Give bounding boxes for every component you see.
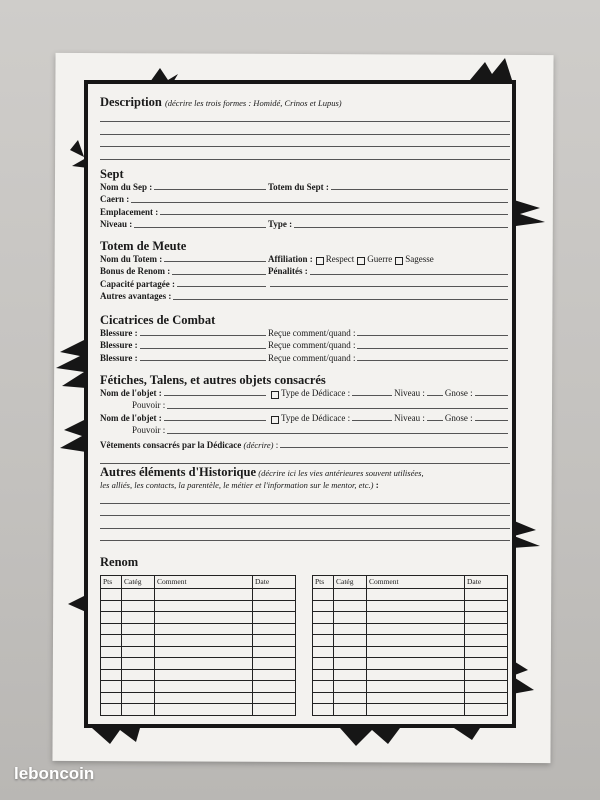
renom-cell[interactable] — [122, 658, 155, 670]
description-line[interactable] — [100, 122, 510, 135]
renom-cell[interactable] — [465, 692, 508, 704]
renom-column-header: Date — [465, 575, 508, 589]
nom-objet-field[interactable] — [164, 420, 266, 421]
renom-cell[interactable] — [465, 658, 508, 670]
renom-row — [101, 612, 296, 624]
caern-field[interactable] — [131, 202, 508, 203]
renom-row — [313, 692, 508, 704]
renom-column-header: Comment — [367, 575, 465, 589]
objet-niveau-label: Niveau : — [394, 387, 425, 398]
renom-cell[interactable] — [122, 600, 155, 612]
renom-row — [313, 635, 508, 647]
renom-row — [313, 612, 508, 624]
renom-cell[interactable] — [465, 669, 508, 681]
renom-row — [101, 704, 296, 716]
renom-cell[interactable] — [334, 658, 367, 670]
renom-cell[interactable] — [334, 589, 367, 601]
renom-row — [101, 589, 296, 601]
capacite-label: Capacité partagée : — [100, 278, 175, 289]
fetiches-heading: Fétiches, Talens, et autres objets consacrés — [100, 373, 326, 387]
autres-avantages-label: Autres avantages : — [100, 291, 172, 301]
pouvoir-label: Pouvoir : — [132, 400, 166, 410]
renom-row — [313, 704, 508, 716]
renom-cell[interactable] — [334, 681, 367, 693]
nom-objet-label: Nom de l'objet : — [100, 412, 162, 423]
renom-cell[interactable] — [253, 669, 296, 681]
description-hint: (décrire les trois formes : Homidé, Crinos et Lupus) — [164, 98, 342, 108]
description-heading — [100, 96, 510, 110]
gnose-field[interactable] — [475, 420, 508, 421]
renom-row — [101, 681, 296, 693]
blessure-row — [100, 352, 510, 365]
renom-column-header: Catég — [122, 575, 155, 589]
renom-cell[interactable] — [367, 612, 465, 624]
renom-cell[interactable] — [334, 612, 367, 624]
totem-du-sept-field[interactable] — [331, 189, 508, 190]
blessure-field[interactable] — [140, 348, 266, 349]
renom-row — [313, 646, 508, 658]
renom-cell[interactable] — [334, 635, 367, 647]
niveau-field[interactable] — [134, 227, 266, 228]
renom-row — [313, 623, 508, 635]
emplacement-label: Emplacement : — [100, 206, 159, 217]
blessure-row — [100, 327, 510, 340]
renom-cell[interactable] — [313, 669, 334, 681]
historique-hint-2: les alliés, les contacts, la parentèle, le métier et l'information sur le mentor, etc.) — [100, 480, 374, 490]
renom-row — [101, 623, 296, 635]
renom-cell[interactable] — [122, 692, 155, 704]
renom-cell[interactable] — [101, 658, 122, 670]
renom-cell[interactable] — [253, 600, 296, 612]
gnose-field[interactable] — [475, 395, 508, 396]
renom-cell[interactable] — [155, 658, 253, 670]
nom-du-sep-label: Nom du Sep : — [100, 181, 153, 192]
penalites-label: Pénalités : — [268, 266, 308, 276]
totem-row-3 — [100, 278, 510, 291]
renom-row — [313, 658, 508, 670]
renom-cell[interactable] — [334, 704, 367, 716]
capacite-field[interactable] — [177, 286, 266, 287]
renom-cell[interactable] — [101, 623, 122, 635]
historique-section — [100, 466, 510, 541]
renom-header-row — [101, 575, 296, 589]
renom-cell[interactable] — [253, 646, 296, 658]
recue-field[interactable] — [357, 335, 508, 336]
renom-cell[interactable] — [253, 658, 296, 670]
pouvoir-label: Pouvoir : — [132, 425, 166, 435]
dedicace-checkbox[interactable] — [271, 391, 279, 399]
renom-cell[interactable] — [122, 669, 155, 681]
renom-cell[interactable] — [334, 669, 367, 681]
guerre-label: Guerre — [367, 253, 393, 264]
pouvoir-field[interactable] — [167, 408, 508, 409]
renom-row — [101, 658, 296, 670]
objet-row — [100, 412, 510, 425]
objet-niveau-field[interactable] — [427, 395, 443, 396]
historique-colon: : — [373, 480, 379, 490]
renom-cell[interactable] — [155, 623, 253, 635]
renom-cell[interactable] — [313, 681, 334, 693]
renom-row — [313, 589, 508, 601]
renom-cell[interactable] — [155, 681, 253, 693]
renom-cell[interactable] — [334, 623, 367, 635]
vetements-label: Vêtements consacrés par la Dédicace — [100, 439, 242, 450]
vetements-row: Vêtements consacrés par la Dédicace (décrire) : — [100, 439, 510, 452]
renom-cell[interactable] — [313, 612, 334, 624]
renom-row — [101, 692, 296, 704]
renom-column-header: Date — [253, 575, 296, 589]
gnose-label: Gnose : — [444, 412, 473, 423]
type-dedicace-field[interactable] — [352, 395, 392, 396]
renom-cell[interactable] — [465, 600, 508, 612]
type-field[interactable] — [294, 227, 508, 228]
renom-cell[interactable] — [253, 704, 296, 716]
renom-column-header: Pts — [101, 575, 122, 589]
respect-label: Respect — [325, 253, 355, 264]
historique-hint-1: (décrire ici les vies antérieures souvent utilisées, — [258, 468, 424, 478]
guerre-checkbox[interactable] — [357, 257, 365, 265]
renom-cell[interactable] — [465, 612, 508, 624]
renom-cell[interactable] — [101, 646, 122, 658]
historique-line[interactable] — [100, 516, 510, 529]
emplacement-field[interactable] — [160, 214, 508, 215]
renom-cell[interactable] — [155, 589, 253, 601]
renom-cell[interactable] — [253, 635, 296, 647]
niveau-label: Niveau : — [100, 219, 133, 229]
fetiches-section — [100, 374, 510, 464]
renom-cell[interactable] — [367, 623, 465, 635]
totem-meute-section — [100, 240, 510, 303]
blessure-field[interactable] — [140, 335, 266, 336]
renom-column-header: Pts — [313, 575, 334, 589]
renom-cell[interactable] — [367, 589, 465, 601]
sept-row-4 — [100, 218, 510, 231]
renom-cell[interactable] — [101, 612, 122, 624]
type-dedicace-field[interactable] — [352, 420, 392, 421]
renom-cell[interactable] — [122, 623, 155, 635]
sagesse-checkbox[interactable] — [395, 257, 403, 265]
renom-cell[interactable] — [155, 646, 253, 658]
renom-cell[interactable] — [101, 589, 122, 601]
sept-heading: Sept — [100, 167, 124, 181]
renom-cell[interactable] — [253, 681, 296, 693]
historique-title: Autres éléments d'Historique — [100, 465, 257, 479]
renom-section — [100, 556, 510, 725]
renom-cell[interactable] — [367, 600, 465, 612]
autres-avantages-field[interactable] — [173, 299, 508, 300]
renom-cell[interactable] — [101, 692, 122, 704]
renom-cell[interactable] — [313, 704, 334, 716]
leboncoin-watermark: leboncoin — [14, 764, 95, 783]
gnose-label: Gnose : — [444, 387, 473, 398]
renom-cell[interactable] — [155, 692, 253, 704]
nom-du-totem-field[interactable] — [164, 261, 266, 262]
renom-row — [101, 635, 296, 647]
totem-row-1 — [100, 253, 510, 266]
renom-cell[interactable] — [101, 635, 122, 647]
renom-cell[interactable] — [155, 704, 253, 716]
totem-row-2 — [100, 265, 510, 278]
blessure-label: Blessure : — [100, 340, 138, 350]
renom-cell[interactable] — [155, 600, 253, 612]
renom-cell[interactable] — [313, 589, 334, 601]
sagesse-label: Sagesse — [405, 253, 434, 264]
objet-niveau-field[interactable] — [427, 420, 443, 421]
pouvoir-field[interactable] — [167, 433, 508, 434]
renom-cell[interactable] — [101, 681, 122, 693]
type-dedicace-label: Type de Dédicace : — [281, 412, 351, 423]
sept-row-3 — [100, 206, 510, 219]
totem-row-4 — [100, 290, 510, 303]
sept-row-2 — [100, 193, 510, 206]
nom-du-totem-label: Nom du Totem : — [100, 253, 163, 264]
nom-du-sep-field[interactable] — [154, 189, 266, 190]
renom-cell[interactable] — [367, 692, 465, 704]
renom-cell[interactable] — [155, 612, 253, 624]
renom-row — [101, 669, 296, 681]
type-dedicace-label: Type de Dédicace : — [281, 387, 351, 398]
bonus-renom-field[interactable] — [172, 274, 266, 275]
renom-cell[interactable] — [101, 704, 122, 716]
cicatrices-section — [100, 314, 510, 364]
renom-cell[interactable] — [253, 612, 296, 624]
renom-cell[interactable] — [367, 635, 465, 647]
type-label: Type : — [268, 219, 293, 229]
pouvoir-row — [100, 399, 510, 412]
nom-objet-label: Nom de l'objet : — [100, 387, 162, 398]
renom-cell[interactable] — [465, 681, 508, 693]
renom-row — [313, 669, 508, 681]
renom-cell[interactable] — [334, 646, 367, 658]
renom-heading: Renom — [100, 555, 139, 569]
description-line[interactable] — [100, 135, 510, 148]
renom-cell[interactable] — [122, 704, 155, 716]
blessure-field[interactable] — [140, 360, 266, 361]
description-section — [100, 96, 510, 160]
renom-cell[interactable] — [367, 669, 465, 681]
objet-row — [100, 387, 510, 400]
renom-cell[interactable] — [313, 600, 334, 612]
renom-cell[interactable] — [367, 681, 465, 693]
cicatrices-heading: Cicatrices de Combat — [100, 313, 216, 327]
historique-heading — [100, 466, 510, 491]
renom-cell[interactable] — [367, 704, 465, 716]
vetements-line[interactable] — [100, 451, 510, 464]
renom-cell[interactable] — [122, 589, 155, 601]
renom-cell[interactable] — [367, 658, 465, 670]
bonus-renom-label: Bonus de Renom : — [100, 266, 171, 276]
capacite-field-continued[interactable] — [270, 286, 508, 287]
blessure-label: Blessure : — [100, 352, 138, 363]
renom-cell[interactable] — [367, 646, 465, 658]
respect-checkbox[interactable] — [316, 257, 324, 265]
renom-cell[interactable] — [334, 600, 367, 612]
recue-label: Reçue comment/quand : — [268, 327, 356, 338]
penalites-field[interactable] — [310, 274, 508, 275]
description-title: Description — [100, 95, 162, 109]
renom-cell[interactable] — [334, 692, 367, 704]
renom-cell[interactable] — [313, 635, 334, 647]
renom-cell[interactable] — [313, 623, 334, 635]
renom-cell[interactable] — [465, 589, 508, 601]
description-line[interactable] — [100, 147, 510, 160]
renom-table-right — [312, 575, 508, 716]
renom-row — [101, 600, 296, 612]
blessure-label: Blessure : — [100, 327, 138, 338]
renom-column-header: Catég — [334, 575, 367, 589]
renom-row — [313, 600, 508, 612]
renom-cell[interactable] — [253, 623, 296, 635]
pouvoir-row — [100, 424, 510, 437]
recue-field[interactable] — [357, 348, 508, 349]
sept-row-1 — [100, 181, 510, 194]
vetements-field[interactable] — [280, 447, 508, 448]
renom-header-row — [313, 575, 508, 589]
renom-cell[interactable] — [122, 681, 155, 693]
description-line[interactable] — [100, 110, 510, 123]
renom-cell[interactable] — [253, 692, 296, 704]
renom-cell[interactable] — [253, 589, 296, 601]
renom-cell[interactable] — [465, 623, 508, 635]
vetements-hint: (décrire) — [243, 439, 274, 450]
renom-cell[interactable] — [155, 669, 253, 681]
historique-line[interactable] — [100, 491, 510, 504]
recue-label: Reçue comment/quand : — [268, 340, 356, 350]
renom-column-header: Comment — [155, 575, 253, 589]
historique-line[interactable] — [100, 529, 510, 542]
renom-cell[interactable] — [101, 600, 122, 612]
renom-cell[interactable] — [122, 635, 155, 647]
renom-cell[interactable] — [313, 646, 334, 658]
renom-cell[interactable] — [313, 692, 334, 704]
recue-field[interactable] — [357, 360, 508, 361]
historique-line[interactable] — [100, 504, 510, 517]
affiliation-label: Affiliation : — [268, 253, 313, 264]
renom-cell[interactable] — [155, 635, 253, 647]
renom-cell[interactable] — [313, 658, 334, 670]
renom-row — [313, 681, 508, 693]
renom-cell[interactable] — [465, 635, 508, 647]
nom-objet-field[interactable] — [164, 395, 266, 396]
objet-niveau-label: Niveau : — [394, 412, 425, 423]
totem-meute-heading: Totem de Meute — [100, 239, 187, 253]
renom-table-left — [100, 575, 296, 716]
renom-cell[interactable] — [122, 646, 155, 658]
blessure-row — [100, 339, 510, 352]
recue-label: Reçue comment/quand : — [268, 352, 356, 363]
dedicace-checkbox[interactable] — [271, 416, 279, 424]
renom-cell[interactable] — [465, 646, 508, 658]
renom-row — [101, 646, 296, 658]
renom-cell[interactable] — [101, 669, 122, 681]
caern-label: Caern : — [100, 194, 130, 204]
renom-cell[interactable] — [122, 612, 155, 624]
totem-du-sept-label: Totem du Sept : — [268, 181, 329, 192]
sept-section — [100, 168, 510, 231]
renom-cell[interactable] — [465, 704, 508, 716]
